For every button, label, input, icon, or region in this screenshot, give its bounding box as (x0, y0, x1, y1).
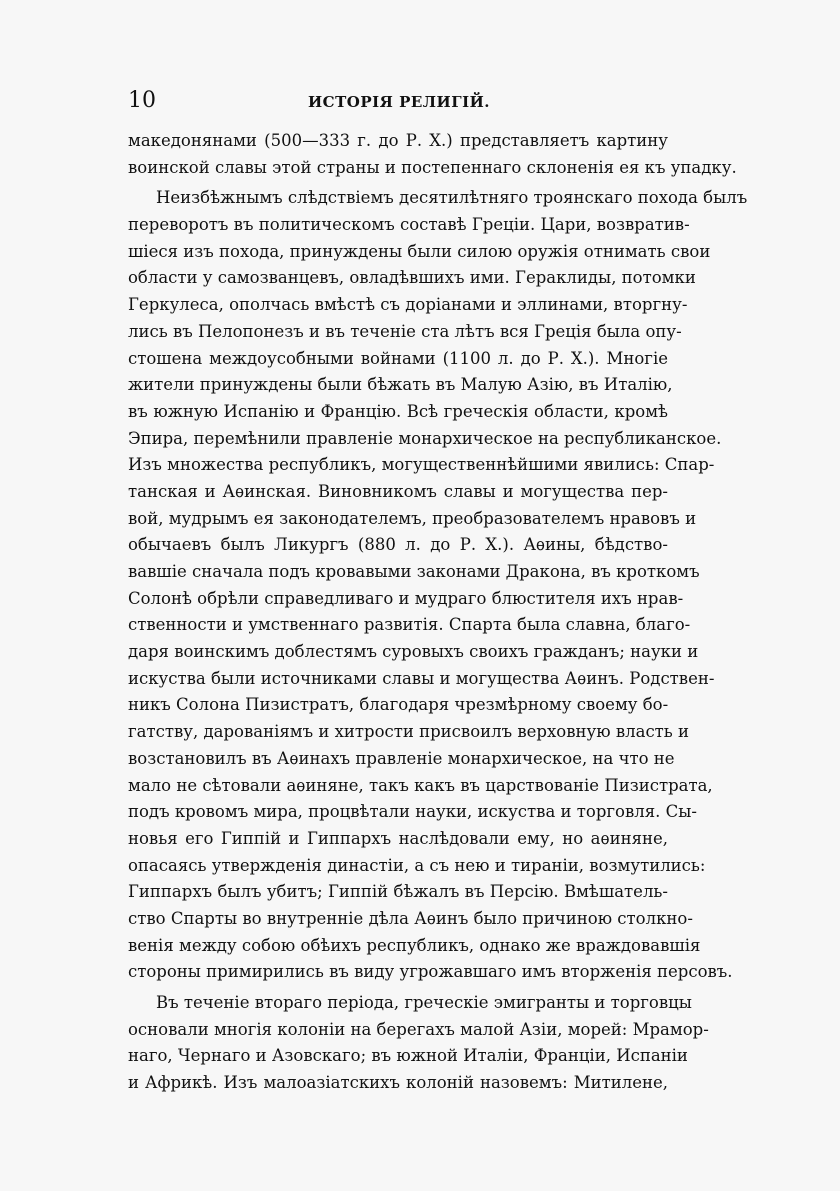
running-title: ИСТОРІЯ РЕЛИГІЙ. (308, 93, 491, 111)
text-line: области у самозванцевъ, овладѣвшихъ ими. Гераклиды, потомки (128, 268, 696, 288)
text-line: вой, мудрымъ ея законодателемъ, преобразователемъ нравовъ и (128, 508, 697, 528)
text-line: гатству, дарованіямъ и хитрости присвоилъ верховную власть и (128, 722, 690, 742)
text-line: новья его Гиппій и Гиппархъ наслѣдовали ему, но аѳиняне, (128, 828, 668, 848)
text-line: переворотъ въ политическомъ составѣ Греціи. Цари, возвратив- (128, 215, 690, 235)
paragraph (128, 128, 737, 181)
text-line: основали многія колоніи на берегахъ малой Азіи, морей: Мрамор- (128, 1019, 709, 1039)
text-line: искуства были источниками славы и могущества Аѳинъ. Родствен- (128, 668, 715, 688)
text-line: Солонѣ обрѣли справедливаго и мудраго блюстителя ихъ нрав- (128, 588, 684, 608)
text-line: Неизбѣжнымъ слѣдствіемъ десятилѣтняго троянскаго похода былъ (156, 188, 748, 208)
text-line: танская и Аѳинская. Виновникомъ славы и могущества пер- (128, 481, 668, 501)
text-line: никъ Солона Пизистратъ, благодаря чрезмѣрному своему бо- (128, 695, 669, 715)
text-line: даря воинскимъ доблестямъ суровыхъ своихъ гражданъ; науки и (128, 642, 699, 662)
page-number: 10 (128, 88, 156, 113)
text-line: Гиппархъ былъ убитъ; Гиппій бѣжалъ въ Персію. Вмѣшатель- (128, 882, 668, 902)
text-line: возстановилъ въ Аѳинахъ правленіе монархическое, на что не (128, 748, 675, 768)
text-line: Изъ множества республикъ, могущественнѣйшими явились: Спар- (128, 455, 715, 475)
text-line: македонянами (500—333 г. до Р. Х.) представляетъ картину (128, 131, 668, 150)
text-line: шіеся изъ похода, принуждены были силою оружія отнимать свои (128, 241, 711, 261)
paragraph (128, 185, 748, 986)
text-line: венія между собою обѣихъ республикъ, однако же враждовавшія (128, 935, 701, 955)
text-line: опасаясь утвержденія династіи, а съ нею и тираніи, возмутились: (128, 855, 706, 875)
text-line: Въ теченіе втораго періода, греческіе эмигранты и торговцы (156, 993, 692, 1012)
text-line: жители принуждены были бѣжать въ Малую Азію, въ Италію, (128, 375, 673, 395)
text-line: въ южную Испанію и Францію. Всѣ греческія области, кромѣ (128, 401, 668, 421)
text-line: подъ кровомъ мира, процвѣтали науки, искуства и торговля. Сы- (128, 802, 697, 822)
text-line: обычаевъ былъ Ликургъ (880 л. до Р. Х.). Аѳины, бѣдство- (128, 535, 668, 555)
text-line: лись въ Пелопонезъ и въ теченіе ста лѣтъ вся Греція была опу- (128, 321, 682, 341)
text-line: наго, Чернаго и Азовскаго; въ южной Италіи, Франціи, Испаніи (128, 1046, 688, 1066)
text-line: мало не сѣтовали аѳиняне, такъ какъ въ царствованіе Пизистрата, (128, 775, 713, 795)
text-line: и Африкѣ. Изъ малоазіатскихъ колоній назовемъ: Митилене, (128, 1073, 668, 1093)
text-line: стошена междоусобными войнами (1100 л. до Р. Х.). Многіе (128, 348, 668, 368)
text-line: ство Спарты во внутренніе дѣла Аѳинъ было причиною столкно- (128, 908, 693, 928)
text-line: вавшіе сначала подъ кровавыми законами Дракона, въ кроткомъ (128, 562, 700, 581)
text-line: ственности и умственнаго развитія. Спарта была славна, благо- (128, 615, 691, 635)
text-line: Геркулеса, ополчась вмѣстѣ съ доріанами и эллинами, вторгну- (128, 295, 688, 315)
text-line: воинской славы этой страны и постепеннаго склоненія ея къ упадку. (128, 157, 737, 177)
text-line: стороны примирились въ виду угрожавшаго имъ вторженія персовъ. (128, 962, 733, 982)
text-line: Эпира, перемѣнили правленіе монархическое на республиканское. (128, 428, 722, 448)
paragraph (128, 990, 709, 1097)
body-text (128, 128, 748, 1097)
